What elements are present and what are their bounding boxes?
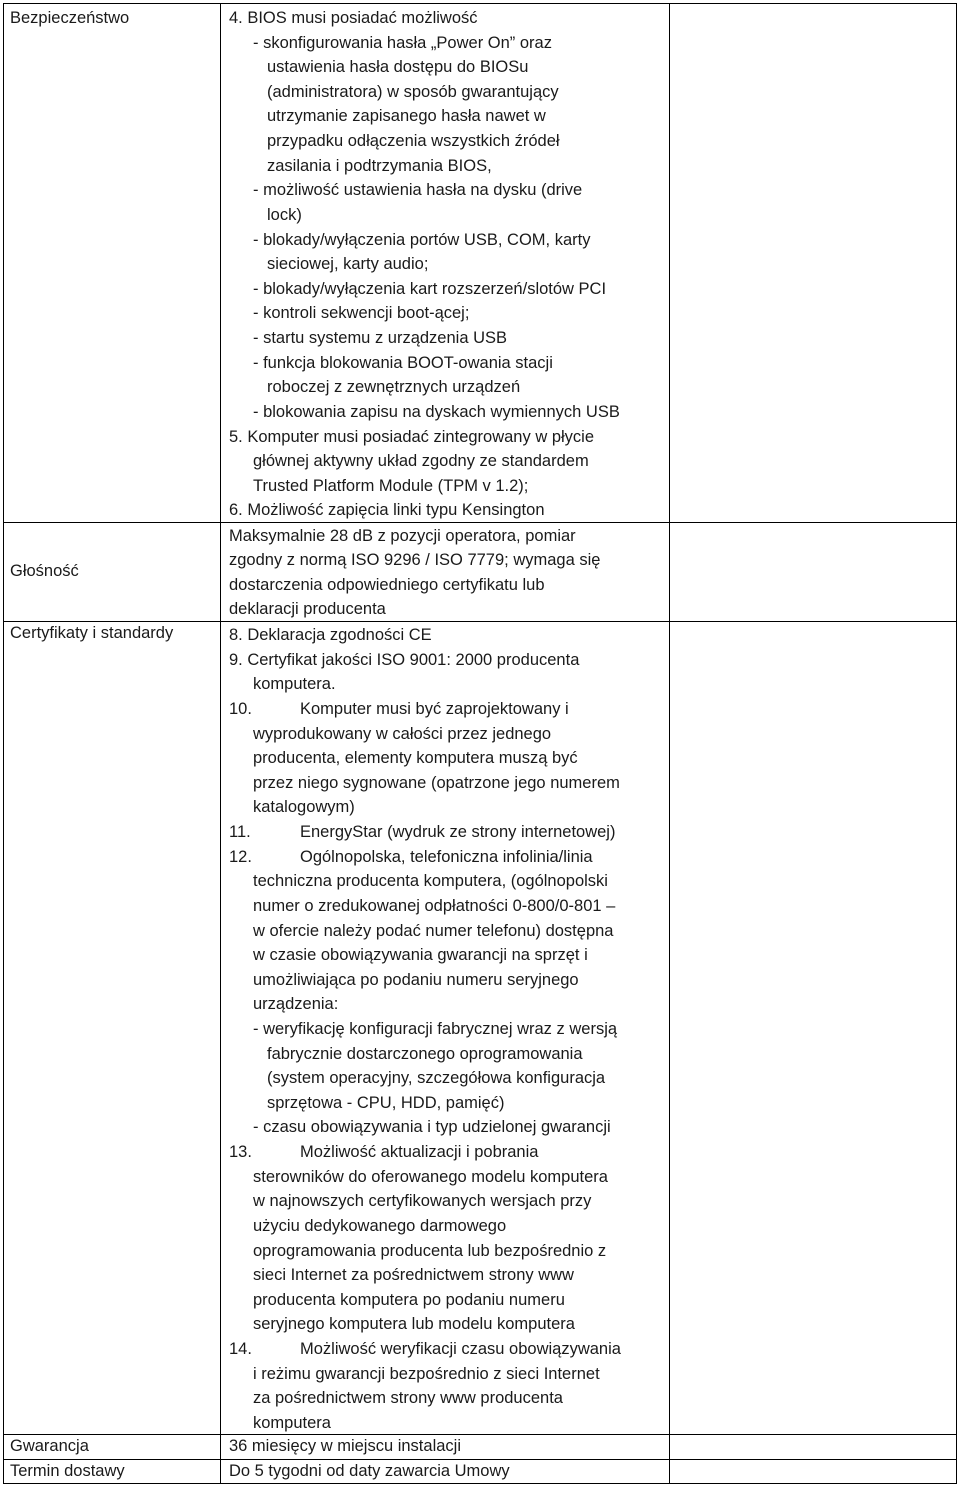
- row-label-noise: Głośność: [10, 562, 79, 580]
- security-line: - kontroli sekwencji boot-ącej;: [253, 304, 470, 322]
- table-border-top: [3, 3, 957, 4]
- cert-line: producenta, elementy komputera muszą być: [253, 749, 578, 767]
- security-line: - blokady/wyłączenia portów USB, COM, karty: [253, 231, 591, 249]
- cert-line: przez niego sygnowane (opatrzone jego numerem: [253, 774, 620, 792]
- cert-line: techniczna producenta komputera, (ogólnopolski: [253, 872, 608, 890]
- security-line: - możliwość ustawienia hasła na dysku (drive: [253, 181, 583, 199]
- security-line: roboczej z zewnętrznych urządzeń: [267, 378, 521, 396]
- cert-item-number: 12.: [229, 848, 252, 866]
- row-label-warranty: Gwarancja: [10, 1437, 89, 1455]
- cert-line: w najnowszych certyfikowanych wersjach przy: [253, 1192, 592, 1210]
- security-line: Trusted Platform Module (TPM v 1.2);: [253, 477, 529, 495]
- cert-line: Komputer musi być zaprojektowany i: [300, 700, 569, 718]
- noise-line: deklaracji producenta: [229, 600, 386, 618]
- cert-line: producenta komputera po podaniu numeru: [253, 1291, 565, 1309]
- security-line: 5. Komputer musi posiadać zintegrowany w płycie: [229, 428, 595, 446]
- security-line: lock): [267, 206, 302, 224]
- security-line: głównej aktywny układ zgodny ze standardem: [253, 452, 589, 470]
- cert-line: numer o zredukowanej odpłatności 0-800/0-801 –: [253, 897, 616, 915]
- cert-line: - weryfikację konfiguracji fabrycznej wraz z wersją: [253, 1020, 618, 1038]
- cert-line: EnergyStar (wydruk ze strony internetowej): [300, 823, 616, 841]
- noise-line: dostarczenia odpowiedniego certyfikatu lub: [229, 576, 545, 594]
- cert-line: sieci Internet za pośrednictwem strony www: [253, 1266, 574, 1284]
- security-line: - blokady/wyłączenia kart rozszerzeń/slotów PCI: [253, 280, 607, 298]
- cert-item-number: 13.: [229, 1143, 252, 1161]
- row-label-security: Bezpieczeństwo: [10, 9, 130, 27]
- cert-line: za pośrednictwem strony www producenta: [253, 1389, 563, 1407]
- security-line: - blokowania zapisu na dyskach wymiennych USB: [253, 403, 620, 421]
- cert-line: urządzenia:: [253, 995, 339, 1013]
- noise-line: zgodny z normą ISO 9296 / ISO 7779; wymaga się: [229, 551, 601, 569]
- noise-line: Maksymalnie 28 dB z pozycji operatora, pomiar: [229, 527, 576, 545]
- row-divider-certificates: [3, 1434, 957, 1435]
- security-line: 6. Możliwość zapięcia linki typu Kensington: [229, 501, 545, 519]
- cert-line: 8. Deklaracja zgodności CE: [229, 626, 432, 644]
- row-label-certificates: Certyfikaty i standardy: [10, 624, 174, 642]
- row-label-delivery: Termin dostawy: [10, 1462, 125, 1480]
- table-border-right: [956, 3, 957, 1484]
- security-line: 4. BIOS musi posiadać możliwość: [229, 9, 478, 27]
- cert-line: komputera.: [253, 675, 336, 693]
- cert-line: katalogowym): [253, 798, 355, 816]
- cert-item-number: 14.: [229, 1340, 252, 1358]
- security-line: - funkcja blokowania BOOT-owania stacji: [253, 354, 553, 372]
- cert-line: i reżimu gwarancji bezpośrednio z sieci Internet: [253, 1365, 600, 1383]
- security-line: ustawienia hasła dostępu do BIOSu: [267, 58, 529, 76]
- cert-line: oprogramowania producenta lub bezpośrednio z: [253, 1242, 607, 1260]
- security-line: - skonfigurowania hasła „Power On” oraz: [253, 34, 552, 52]
- table-border-left: [3, 3, 4, 1484]
- cert-line: (system operacyjny, szczegółowa konfiguracja: [267, 1069, 606, 1087]
- warranty-value: 36 miesięcy w miejscu instalacji: [229, 1437, 461, 1455]
- security-line: przypadku odłączenia wszystkich źródeł: [267, 132, 560, 150]
- cert-line: Ogólnopolska, telefoniczna infolinia/linia: [300, 848, 593, 866]
- security-line: zasilania i podtrzymania BIOS,: [267, 157, 492, 175]
- security-line: utrzymanie zapisanego hasła nawet w: [267, 107, 546, 125]
- cert-item-number: 11.: [229, 823, 251, 841]
- cert-line: wyprodukowany w całości przez jednego: [253, 725, 552, 743]
- cert-line: Możliwość aktualizacji i pobrania: [300, 1143, 539, 1161]
- cert-line: - czasu obowiązywania i typ udzielonej gwarancji: [253, 1118, 611, 1136]
- cert-line: fabrycznie dostarczonego oprogramowania: [267, 1045, 583, 1063]
- security-line: sieciowej, karty audio;: [267, 255, 429, 273]
- cert-line: 9. Certyfikat jakości ISO 9001: 2000 producenta: [229, 651, 580, 669]
- column-divider-2: [669, 3, 670, 1484]
- column-divider-1: [220, 3, 221, 1484]
- cert-line: seryjnego komputera lub modelu komputera: [253, 1315, 575, 1333]
- cert-line: sprzętowa - CPU, HDD, pamięć): [267, 1094, 505, 1112]
- cert-line: w ofercie należy podać numer telefonu) dostępna: [253, 922, 614, 940]
- cert-item-number: 10.: [229, 700, 252, 718]
- cert-line: w czasie obowiązywania gwarancji na sprzęt i: [253, 946, 588, 964]
- security-line: - startu systemu z urządzenia USB: [253, 329, 508, 347]
- cert-line: Możliwość weryfikacji czasu obowiązywania: [300, 1340, 621, 1358]
- cert-line: komputera: [253, 1414, 331, 1432]
- cert-line: sterowników do oferowanego modelu komputera: [253, 1168, 608, 1186]
- delivery-value: Do 5 tygodni od daty zawarcia Umowy: [229, 1462, 510, 1480]
- security-line: (administratora) w sposób gwarantujący: [267, 83, 559, 101]
- cert-line: użyciu dedykowanego darmowego: [253, 1217, 507, 1235]
- cert-line: umożliwiająca po podaniu numeru seryjnego: [253, 971, 579, 989]
